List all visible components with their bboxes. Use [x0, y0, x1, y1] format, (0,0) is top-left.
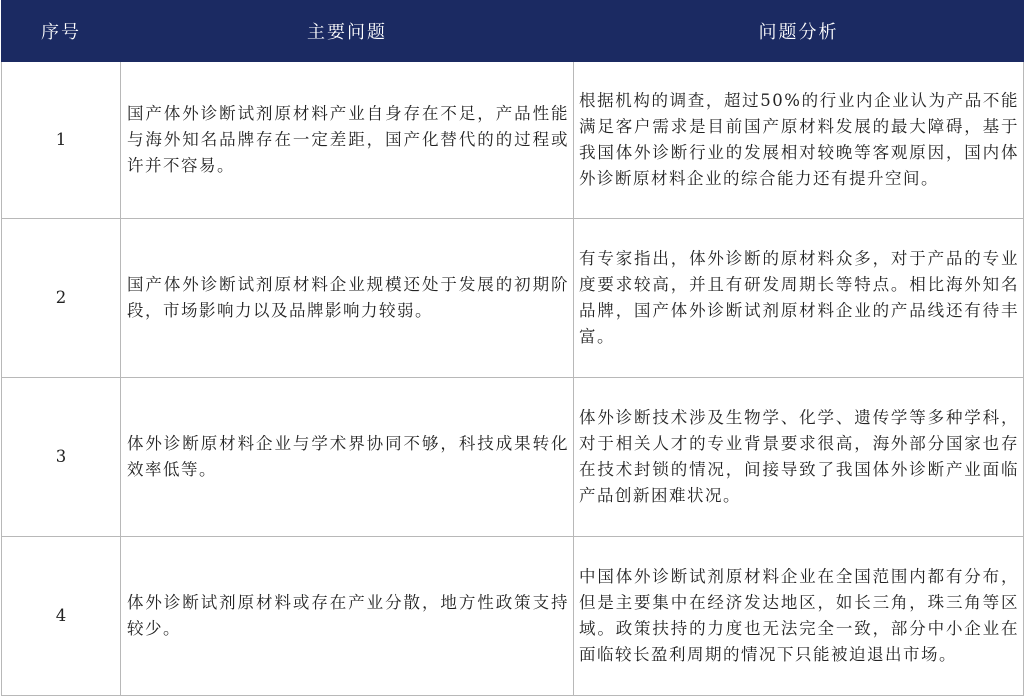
row-number: 3: [2, 378, 121, 537]
header-row: [2, 1, 1024, 62]
row-analysis: 根据机构的调查，超过50%的行业内企业认为产品不能满足客户需求是目前国产原材料发展的最大障碍，基于我国体外诊断行业的发展相对较晚等客观原因，国内体外诊断原材料企业的综合能力还有提升空间。: [574, 62, 1024, 219]
table-header: [2, 1, 1024, 62]
issues-table: [1, 0, 1024, 696]
row-issue: 体外诊断原材料企业与学术界协同不够，科技成果转化效率低等。: [121, 378, 574, 537]
table-row: [2, 219, 1024, 378]
row-issue: 国产体外诊断试剂原材料产业自身存在不足，产品性能与海外知名品牌存在一定差距，国产化替代的的过程或许并不容易。: [121, 62, 574, 219]
table-row: [2, 378, 1024, 537]
row-number: 2: [2, 219, 121, 378]
table-body: [2, 62, 1024, 696]
header-analysis: 问题分析: [574, 1, 1024, 62]
header-issue: 主要问题: [121, 1, 574, 62]
table-row: [2, 537, 1024, 696]
row-issue: 体外诊断试剂原材料或存在产业分散，地方性政策支持较少。: [121, 537, 574, 696]
table-row: [2, 62, 1024, 219]
row-analysis: 中国体外诊断试剂原材料企业在全国范围内都有分布，但是主要集中在经济发达地区，如长三角，珠三角等区域。政策扶持的力度也无法完全一致，部分中小企业在面临较长盈利周期的情况下只能被迫退出市场。: [574, 537, 1024, 696]
row-number: 4: [2, 537, 121, 696]
header-no: 序号: [2, 1, 121, 62]
row-analysis: 体外诊断技术涉及生物学、化学、遗传学等多种学科，对于相关人才的专业背景要求很高，海外部分国家也存在技术封锁的情况，间接导致了我国体外诊断产业面临产品创新困难状况。: [574, 378, 1024, 537]
row-analysis: 有专家指出，体外诊断的原材料众多，对于产品的专业度要求较高，并且有研发周期长等特点。相比海外知名品牌，国产体外诊断试剂原材料企业的产品线还有待丰富。: [574, 219, 1024, 378]
row-number: 1: [2, 62, 121, 219]
row-issue: 国产体外诊断试剂原材料企业规模还处于发展的初期阶段，市场影响力以及品牌影响力较弱。: [121, 219, 574, 378]
